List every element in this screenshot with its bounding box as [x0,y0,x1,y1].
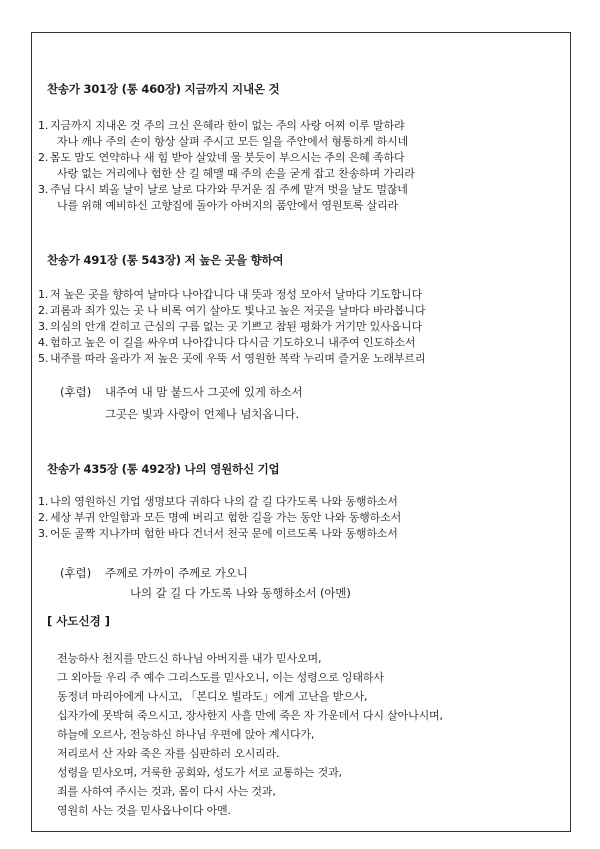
creed-line: 동정녀 마리아에게 나시고, 「본디오 빌라도」에게 고난을 받으사, [57,690,368,703]
verse-line: 나를 위해 예비하신 고향집에 돌아가 아버지의 품안에서 영원토록 살리라 [57,199,399,212]
hymn-title: 찬송가 435장 (통 492장) 나의 영원하신 기업 [47,462,280,476]
hymn-title: 찬송가 491장 (통 543장) 저 높은 곳을 향하여 [47,253,284,267]
verse-line: 4. 험하고 높은 이 길을 싸우며 나아갑니다 다시금 기도하오니 내주여 인도하소서 [38,336,416,349]
verse-line: 3. 의심의 안개 걷히고 근심의 구름 없는 곳 기쁘고 참된 평화가 거기만 있사옵니다 [38,320,423,333]
creed-line: 영원히 사는 것을 믿사옵나이다 아멘. [57,804,231,817]
verse-line: 1. 지금까지 지내온 것 주의 크신 은혜라 한이 없는 주의 사랑 어찌 이루 말하랴 [38,119,405,132]
verse-line: 1. 저 높은 곳을 향하여 날마다 나아갑니다 내 뜻과 정성 모아서 날마다 기도합니다 [38,288,423,301]
verse-line: 자나 깨나 주의 손이 항상 살펴 주시고 모든 일을 주안에서 형통하게 하시네 [57,135,409,148]
chorus-line: 내주여 내 맘 붙드사 그곳에 있게 하소서 [105,385,303,399]
chorus-line: 나의 갈 길 다 가도록 나와 동행하소서 (아멘) [130,586,351,600]
creed-line: 성령을 믿사오며, 거룩한 공회와, 성도가 서로 교통하는 것과, [57,766,342,779]
creed-line: 죄를 사하여 주시는 것과, 몸이 다시 사는 것과, [57,785,276,798]
creed-line: 저리로서 산 자와 죽은 자를 심판하러 오시리라. [57,747,280,760]
verse-line: 2. 괴롬과 죄가 있는 곳 나 비록 여기 살아도 빛나고 높은 저곳을 날마다 바라봅니다 [38,304,426,317]
chorus-line: 주께로 가까이 주께로 가오니 [105,566,248,580]
verse-line: 3. 주님 다시 뵈올 날이 날로 날로 다가와 무거운 짐 주께 맡겨 벗을 날도 멀잖네 [38,183,408,196]
verse-line: 3. 어둔 골짝 지나가며 험한 바다 건너서 천국 문에 이르도록 나와 동행하소서 [38,527,398,540]
creed-line: 십자가에 못박혀 죽으시고, 장사한지 사흘 만에 죽은 자 가운데서 다시 살아나시며, [57,709,443,722]
verse-line: 사랑 없는 거리에나 험한 산 길 헤맬 때 주의 손을 굳게 잡고 찬송하며 가리라 [57,167,415,180]
chorus-label: (후렴) [60,566,92,580]
verse-line: 2. 세상 부귀 안일함과 모든 명예 버리고 험한 길을 가는 동안 나와 동행하소서 [38,511,402,524]
hymn-title: 찬송가 301장 (통 460장) 지금까지 지내온 것 [47,82,280,96]
verse-line: 2. 몸도 맘도 연약하나 새 힘 받아 살았네 물 붓듯이 부으시는 주의 은혜 족하다 [38,151,405,164]
creed-title: [ 사도신경 ] [47,614,110,628]
verse-line: 5. 내주를 따라 올라가 저 높은 곳에 우뚝 서 영원한 복락 누리며 즐거운 노래부르리 [38,352,426,365]
verse-line: 1. 나의 영원하신 기업 생명보다 귀하다 나의 갈 길 다가도록 나와 동행하소서 [38,495,398,508]
creed-line: 전능하사 천지를 만드신 하나님 아버지를 내가 믿사오며, [57,652,322,665]
creed-line: 하늘에 오르사, 전능하신 하나님 우편에 앉아 계시다가, [57,728,315,741]
chorus-line: 그곳은 빛과 사랑이 언제나 넘치옵니다. [105,407,299,421]
chorus-label: (후렴) [60,385,92,399]
creed-line: 그 외아들 우리 주 예수 그리스도를 믿사오니, 이는 성령으로 잉태하사 [57,671,384,684]
